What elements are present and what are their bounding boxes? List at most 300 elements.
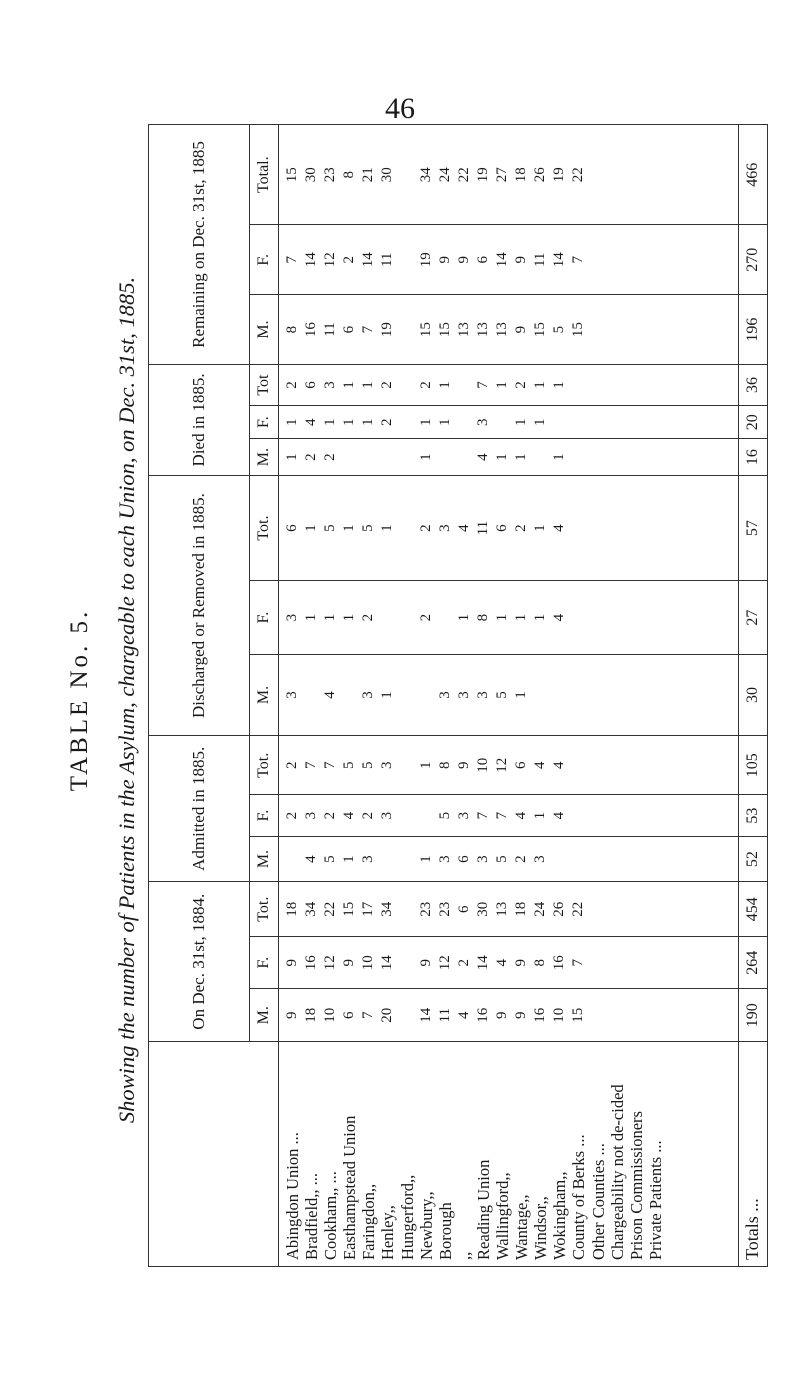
table-cell: 6 (341, 1011, 358, 1019)
table-cell (569, 583, 588, 652)
table-cell (646, 657, 665, 733)
table-cell (608, 408, 627, 436)
table-cell: 11 (532, 252, 549, 268)
table-cell (608, 227, 627, 292)
table-cell (569, 367, 588, 403)
table-cell: 2 (360, 811, 377, 820)
table-cell: 11 (436, 1008, 453, 1023)
table-cell: 22 (455, 167, 472, 183)
table-cell: 3 (379, 811, 396, 820)
table-cell (627, 939, 646, 987)
total-cell: 52 (739, 836, 768, 882)
table-cell: 7 (284, 256, 300, 264)
table-cell: 10 (322, 1007, 339, 1023)
total-cell: 466 (739, 125, 768, 225)
table-cell (608, 583, 627, 652)
table-cell (398, 797, 417, 833)
union-name-leader: ,, (397, 1174, 417, 1184)
table-cell: 7 (474, 381, 491, 389)
union-name (302, 1044, 321, 1260)
table-cell (608, 441, 627, 473)
table-cell: 3 (303, 811, 320, 820)
table-cell (340, 441, 359, 473)
union-name (589, 1044, 608, 1260)
table-cell: 3 (360, 691, 377, 699)
table-cell: 13 (494, 901, 511, 917)
union-name (321, 1044, 340, 1260)
table-cell: 2 (513, 855, 530, 863)
table-cell: 27 (494, 167, 511, 183)
union-name-text: Bradfield (302, 1197, 322, 1260)
table-cell: 3 (360, 855, 377, 863)
union-name-text: Abingdon Union (283, 1148, 302, 1260)
value-column (279, 736, 739, 795)
column-header: Tot. (250, 736, 279, 795)
table-cell (627, 227, 646, 292)
total-cell: 53 (739, 795, 768, 836)
table-cell: 6 (494, 524, 511, 532)
table-cell: 9 (494, 1011, 511, 1019)
union-name (512, 1044, 531, 1260)
table-cell (627, 297, 646, 362)
table-cell: 1 (494, 453, 511, 461)
union-name-leader: ... (588, 1143, 608, 1160)
value-column (279, 225, 739, 295)
union-name-leader: ,, ... (302, 1172, 322, 1198)
table-cell: 2 (303, 453, 320, 461)
totals-row (739, 125, 768, 1267)
table-cell: 2 (322, 453, 339, 461)
union-name (359, 1044, 378, 1260)
table-cell: 5 (360, 761, 377, 770)
value-column (279, 882, 739, 937)
table-cell (627, 991, 646, 1039)
table-cell: 2 (284, 381, 300, 389)
table-cell: 22 (570, 901, 587, 917)
table-cell: 4 (551, 811, 568, 820)
union-name (283, 1044, 302, 1260)
table-cell (589, 441, 608, 473)
table-cell: 2 (322, 811, 339, 820)
table-cell: 1 (513, 453, 530, 461)
table-cell: 7 (570, 958, 587, 967)
union-name (417, 1044, 436, 1260)
table-cell: 1 (303, 613, 320, 622)
table-cell (455, 408, 474, 436)
union-name-text: Newbury (416, 1199, 436, 1260)
table-cell (627, 738, 646, 792)
header-union-blank (149, 1042, 279, 1267)
table-cell (436, 583, 455, 652)
table-cell: 18 (513, 901, 530, 917)
union-name-text: Wantage (512, 1202, 532, 1260)
group-header: Discharged or Removed in 1885. (149, 475, 250, 735)
table-cell (608, 839, 627, 880)
value-column (279, 125, 739, 225)
table-cell: 20 (379, 1007, 396, 1023)
table-cell (398, 839, 417, 880)
table-cell: 26 (551, 901, 568, 917)
union-name (627, 1044, 646, 1260)
union-name (569, 1044, 588, 1260)
table-cell: 1 (417, 855, 434, 863)
value-column (279, 654, 739, 735)
table-cell: 1 (417, 418, 434, 426)
table-cell (646, 441, 665, 473)
table-cell: 9 (513, 256, 530, 264)
table-cell (608, 884, 627, 934)
union-name-text: Borough (435, 1202, 455, 1260)
table-cell: 2 (417, 381, 434, 389)
table-cell (550, 839, 569, 880)
union-name-leader: ... (645, 1140, 665, 1157)
table-cell: 24 (436, 167, 453, 183)
table-cell: 10 (551, 1007, 568, 1023)
totals-label-text: Totals (742, 1216, 763, 1260)
table-cell: 4 (532, 761, 549, 770)
table-cell (608, 127, 627, 222)
table-cell (589, 884, 608, 934)
union-name-text: Reading Union (473, 1159, 493, 1260)
value-column (279, 581, 739, 655)
table-cell: 2 (417, 524, 434, 532)
header-row-groups (149, 125, 250, 1267)
table-cell: 1 (341, 524, 358, 532)
table-cell: 11 (322, 322, 339, 337)
table-cell (646, 297, 665, 362)
union-name-text: Cookham (321, 1195, 341, 1260)
column-header: F. (250, 581, 279, 655)
table-cell (646, 797, 665, 833)
table-cell: 10 (360, 955, 377, 971)
table-cell: 3 (474, 855, 491, 863)
table-container (148, 124, 768, 1267)
table-cell: 23 (322, 167, 339, 183)
table-cell: 14 (417, 1007, 434, 1023)
table-cell: 15 (532, 322, 549, 338)
union-name-leader: ... (283, 1132, 302, 1149)
table-cell (646, 367, 665, 403)
table-cell: 5 (551, 325, 568, 334)
table-cell (569, 797, 588, 833)
table-title: TABLE No. 5. (66, 608, 93, 792)
table-cell: 10 (474, 757, 491, 773)
union-name-text: Prison Commissioners (626, 1111, 646, 1260)
total-cell: 27 (739, 581, 768, 655)
table-cell: 30 (474, 901, 491, 917)
table-cell (531, 441, 550, 473)
union-name (398, 1044, 417, 1260)
column-header: F. (250, 225, 279, 295)
table-cell: 8 (474, 613, 491, 622)
table-cell (589, 408, 608, 436)
table-cell: 22 (322, 901, 339, 917)
table-cell: 6 (474, 256, 491, 264)
table-cell (589, 227, 608, 292)
table-cell (589, 583, 608, 652)
table-cell: 3 (532, 855, 549, 863)
table-cell (608, 797, 627, 833)
total-cell: 196 (739, 295, 768, 365)
table-cell: 30 (303, 167, 320, 183)
table-cell: 1 (341, 418, 358, 426)
table-cell (455, 441, 474, 473)
total-cell: 57 (739, 475, 768, 580)
table-cell: 4 (513, 811, 530, 820)
table-cell (398, 367, 417, 403)
table-cell: 5 (322, 855, 339, 863)
table-cell: 4 (494, 958, 511, 967)
table-cell (569, 657, 588, 733)
group-header: On Dec. 31st, 1884. (149, 882, 250, 1042)
total-cell: 454 (739, 882, 768, 937)
table-cell: 19 (474, 167, 491, 183)
table-cell: 2 (455, 958, 472, 967)
total-cell: 270 (739, 225, 768, 295)
union-name (378, 1044, 397, 1260)
table-cell (627, 441, 646, 473)
table-cell: 7 (303, 761, 320, 770)
union-name (608, 1044, 627, 1260)
table-cell: 9 (513, 958, 530, 967)
table-cell: 1 (494, 613, 511, 622)
union-name-text: Private Patients (645, 1156, 665, 1260)
table-cell: 9 (284, 1011, 300, 1019)
union-name-leader: ,, (531, 1196, 551, 1205)
table-cell: 23 (436, 901, 453, 917)
table-cell: 1 (284, 453, 300, 461)
table-subtitle: Showing the number of Patients in the Asylum, chargeable to each Union, on Dec. 31st, 1885. (114, 276, 139, 1124)
table-cell: 2 (360, 613, 377, 622)
union-name (493, 1044, 512, 1260)
table-cell: 9 (455, 761, 472, 770)
union-name (474, 1044, 493, 1260)
table-cell: 19 (417, 252, 434, 268)
table-cell: 34 (417, 167, 434, 183)
value-column (279, 295, 739, 365)
table-cell (608, 478, 627, 578)
table-cell: 8 (284, 325, 300, 334)
table-cell (569, 478, 588, 578)
table-cell (627, 583, 646, 652)
total-cell: 16 (739, 439, 768, 476)
table-cell (646, 939, 665, 987)
table-cell: 6 (455, 905, 472, 913)
table-cell (417, 797, 436, 833)
table-cell: 5 (360, 524, 377, 532)
table-cell (646, 884, 665, 934)
table-cell: 3 (436, 524, 453, 532)
table-cell: 1 (322, 613, 339, 622)
table-cell (608, 297, 627, 362)
table-cell (398, 657, 417, 733)
table-cell (398, 227, 417, 292)
table-cell (646, 127, 665, 222)
table-cell: 1 (532, 524, 549, 532)
table-cell: 1 (341, 613, 358, 622)
table-cell (589, 657, 608, 733)
table-cell: 1 (513, 613, 530, 622)
column-header: Tot. (250, 882, 279, 937)
table-cell (646, 408, 665, 436)
union-name-text: Henley (378, 1213, 398, 1260)
column-header: Total. (250, 125, 279, 225)
table-cell (608, 657, 627, 733)
table-cell: 2 (284, 761, 300, 770)
table-cell (493, 408, 512, 436)
table-cell: 1 (494, 381, 511, 389)
total-cell: 36 (739, 364, 768, 405)
union-name-leader: ,, (550, 1171, 570, 1180)
table-cell: 1 (303, 524, 320, 532)
table-cell (589, 738, 608, 792)
union-name-text: Easthampstead Union (340, 1115, 360, 1260)
table-cell: 4 (551, 524, 568, 532)
totals-label (739, 1042, 768, 1267)
table-cell: 3 (436, 855, 453, 863)
table-cell: 1 (436, 381, 453, 389)
table-cell: 3 (284, 613, 300, 622)
group-header: Remaining on Dec. 31st, 1885 (149, 125, 250, 365)
table-cell: 4 (322, 691, 339, 699)
table-cell: 7 (570, 256, 587, 264)
union-name-text: Other Counties (588, 1159, 608, 1260)
value-column (279, 475, 739, 580)
table-cell: 11 (379, 252, 396, 268)
table-cell: 2 (513, 381, 530, 389)
table-cell: 4 (474, 453, 491, 461)
table-cell: 4 (551, 613, 568, 622)
table-cell (378, 441, 397, 473)
table-cell: 1 (360, 381, 377, 389)
table-cell: 9 (455, 256, 472, 264)
table-cell (627, 127, 646, 222)
column-header: Tot. (250, 475, 279, 580)
union-name-text: Chargeability not de-cided (607, 1084, 627, 1260)
value-column (279, 406, 739, 439)
union-name-leader: ,, (493, 1172, 513, 1181)
table-cell: 1 (532, 381, 549, 389)
value-column (279, 936, 739, 989)
group-header: Admitted in 1885. (149, 736, 250, 882)
table-cell (627, 408, 646, 436)
table-cell: 1 (360, 418, 377, 426)
table-cell: 15 (284, 167, 300, 183)
table-cell: 3 (474, 691, 491, 699)
union-name (455, 1044, 474, 1260)
table-cell: 24 (532, 901, 549, 917)
table-cell (283, 839, 302, 880)
table-cell: 16 (303, 322, 320, 338)
table-cell (398, 127, 417, 222)
table-cell (378, 839, 397, 880)
table-cell: 12 (322, 252, 339, 268)
table-cell (340, 657, 359, 733)
table-cell: 9 (436, 256, 453, 264)
column-header: Tot (250, 364, 279, 405)
table-cell: 6 (341, 325, 358, 334)
table-cell: 1 (532, 811, 549, 820)
table-cell: 1 (379, 524, 396, 532)
table-cell: 1 (532, 418, 549, 426)
table-cell (550, 408, 569, 436)
union-names-column (279, 1042, 739, 1267)
union-name-text: Windsor (531, 1204, 551, 1260)
table-cell: 16 (532, 1007, 549, 1023)
table-cell: 7 (494, 811, 511, 820)
table-cell: 1 (417, 761, 434, 770)
table-cell (608, 991, 627, 1039)
table-cell: 2 (379, 381, 396, 389)
table-cell (398, 583, 417, 652)
totals-leader: ... (742, 1198, 763, 1217)
table-cell (646, 583, 665, 652)
union-name-leader: ,, (416, 1191, 436, 1200)
table-cell: 15 (570, 1007, 587, 1023)
table-cell: 1 (513, 691, 530, 699)
table-cell: 16 (303, 955, 320, 971)
page-number: 46 (385, 92, 415, 125)
table-cell: 2 (379, 418, 396, 426)
table-cell (398, 408, 417, 436)
table-cell (646, 738, 665, 792)
table-cell (627, 839, 646, 880)
table-cell (398, 478, 417, 578)
table-cell: 9 (513, 1011, 530, 1019)
total-cell: 105 (739, 736, 768, 795)
table-cell: 1 (284, 418, 300, 426)
column-header: M. (250, 439, 279, 476)
table-cell: 14 (303, 252, 320, 268)
table-cell: 4 (303, 418, 320, 426)
table-cell: 19 (551, 167, 568, 183)
body-row (279, 125, 739, 1267)
value-column (279, 364, 739, 405)
table-cell: 1 (436, 418, 453, 426)
union-name (646, 1044, 665, 1260)
table-cell: 12 (322, 955, 339, 971)
table-cell: 3 (455, 811, 472, 820)
union-name-leader: ,, ... (321, 1171, 341, 1196)
union-name-text: Wallingford (493, 1180, 513, 1260)
union-name-text: Wokingham (550, 1179, 570, 1260)
column-header: M. (250, 654, 279, 735)
union-name (340, 1044, 359, 1260)
table-cell: 12 (494, 757, 511, 773)
table-cell: 15 (341, 901, 358, 917)
table-cell: 1 (532, 613, 549, 622)
value-column (279, 836, 739, 882)
union-name-text: County of Berks (569, 1150, 589, 1260)
column-header: F. (250, 406, 279, 439)
table-cell (589, 939, 608, 987)
table-cell (646, 991, 665, 1039)
table-cell: 6 (284, 524, 300, 532)
table-cell (589, 297, 608, 362)
table-cell: 23 (417, 901, 434, 917)
table-cell: 14 (551, 252, 568, 268)
table-cell (646, 478, 665, 578)
table-cell (646, 839, 665, 880)
table-cell (398, 738, 417, 792)
table-cell: 13 (455, 322, 472, 338)
total-cell: 20 (739, 406, 768, 439)
table-cell: 1 (341, 855, 358, 863)
column-header: F. (250, 936, 279, 989)
table-cell (627, 478, 646, 578)
table-cell (436, 441, 455, 473)
table-cell (608, 367, 627, 403)
